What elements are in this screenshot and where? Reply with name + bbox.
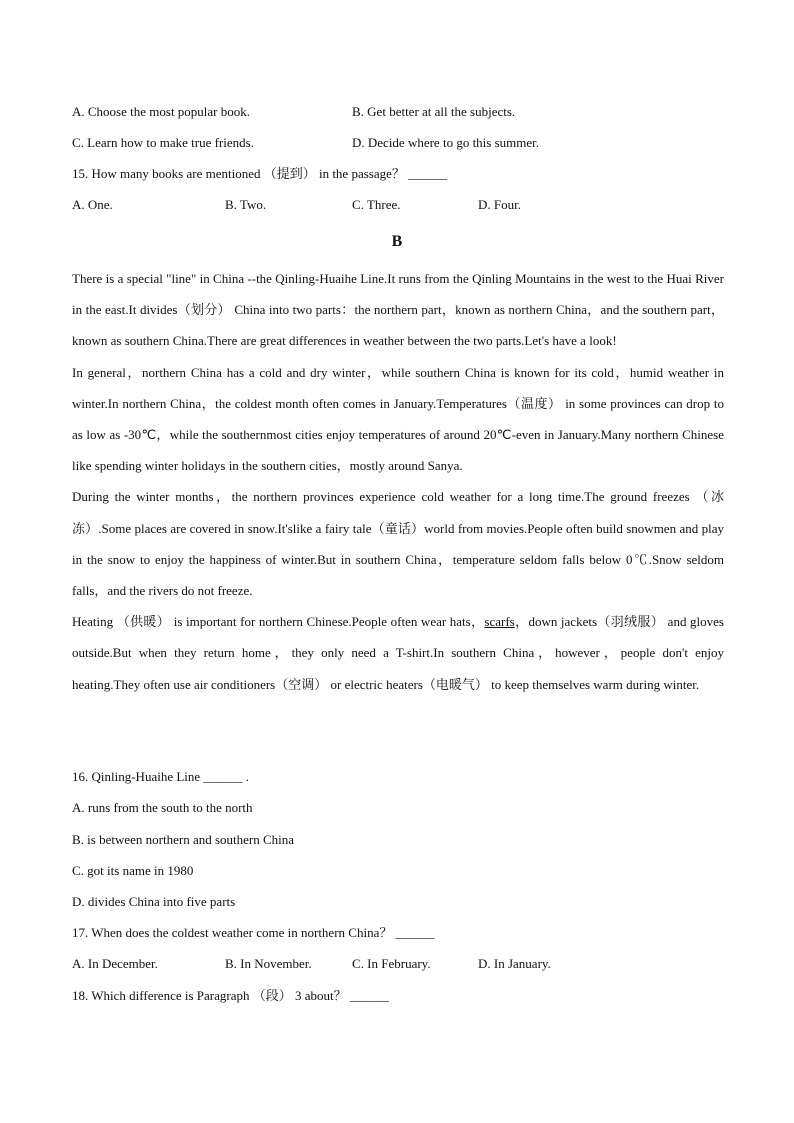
q17-option-c: C. In February. xyxy=(352,956,431,971)
q15-option-b: B. Two. xyxy=(225,197,267,212)
q17-option-b: B. In November. xyxy=(225,956,312,971)
paragraph-4-text-start: Heating （供暖） is important for northern Chinese.People often wear hats， xyxy=(72,614,485,630)
section-heading: B xyxy=(391,233,403,250)
q15-option-c: C. Three. xyxy=(352,197,401,212)
q17-stem: 17. When does the coldest weather come in northern China？ ______ xyxy=(72,925,435,940)
paragraph-4-text-end: ，down jackets（羽绒服） and gloves outside.But when they return home，they only need a T-shirt.In southern China，however，people don't enjoy heating.They often use air conditioners（空调） or electric heaters（电暖气） to keep themselves warm during winter. xyxy=(72,614,724,692)
q15-stem: 15. How many books are mentioned （提到） in the passage？ ______ xyxy=(72,166,448,181)
passage xyxy=(72,263,724,700)
q16-option-a: A. runs from the south to the north xyxy=(72,800,253,815)
q16-option-b: B. is between northern and southern China xyxy=(72,832,295,847)
q15-option-a: A. One. xyxy=(72,197,113,212)
passage-paragraph-3: During the winter months，the northern provinces experience cold weather for a long time.The ground freezes （冰冻）.Some places are covered in snow.It'slike a fairy tale（童话）world from movies.People often build snowmen and play in the snow to enjoy the happiness of winter.But in southern China，temperature seldom falls below 0℃.Snow seldom falls，and the rivers do not freeze. xyxy=(72,489,724,599)
passage-paragraph-2: In general，northern China has a cold and dry winter，while southern China is known for its cold，humid weather in winter.In northern China，the coldest month often comes in January.Temperatures（温度） in some provinces can drop to as low as -30℃，while the southernmost cities enjoy temperatures of around 20℃-even in January.Many northern Chinese like spending winter holidays in the southern cities，mostly around Sanya. xyxy=(72,364,724,474)
q14-option-b: B. Get better at all the subjects. xyxy=(352,104,516,119)
passage-paragraph-1: There is a special "line" in China --the Qinling-Huaihe Line.It runs from the Qinling Mountains in the west to the Huai River in the east.It divides（划分） China into two parts：the northern part，known as northern China，and the southern part，known as southern China.There are great differences in weather between the two parts.Let's have a look! xyxy=(72,271,724,349)
underlined-word: scarfs xyxy=(484,614,515,630)
q17-option-d: D. In January. xyxy=(478,956,551,971)
q16-option-c: C. got its name in 1980 xyxy=(72,863,194,878)
q16-stem: 16. Qinling-Huaihe Line ______ . xyxy=(72,769,249,784)
q16-option-d: D. divides China into five parts xyxy=(72,894,236,909)
q14-option-d: D. Decide where to go this summer. xyxy=(352,135,540,150)
q17-option-a: A. In December. xyxy=(72,956,158,971)
q14-option-c: C. Learn how to make true friends. xyxy=(72,135,254,150)
q15-option-d: D. Four. xyxy=(478,197,521,212)
q14-option-a: A. Choose the most popular book. xyxy=(72,104,251,119)
q18-stem: 18. Which difference is Paragraph （段） 3 about？ ______ xyxy=(72,988,389,1003)
passage-paragraph-4 xyxy=(72,606,724,700)
